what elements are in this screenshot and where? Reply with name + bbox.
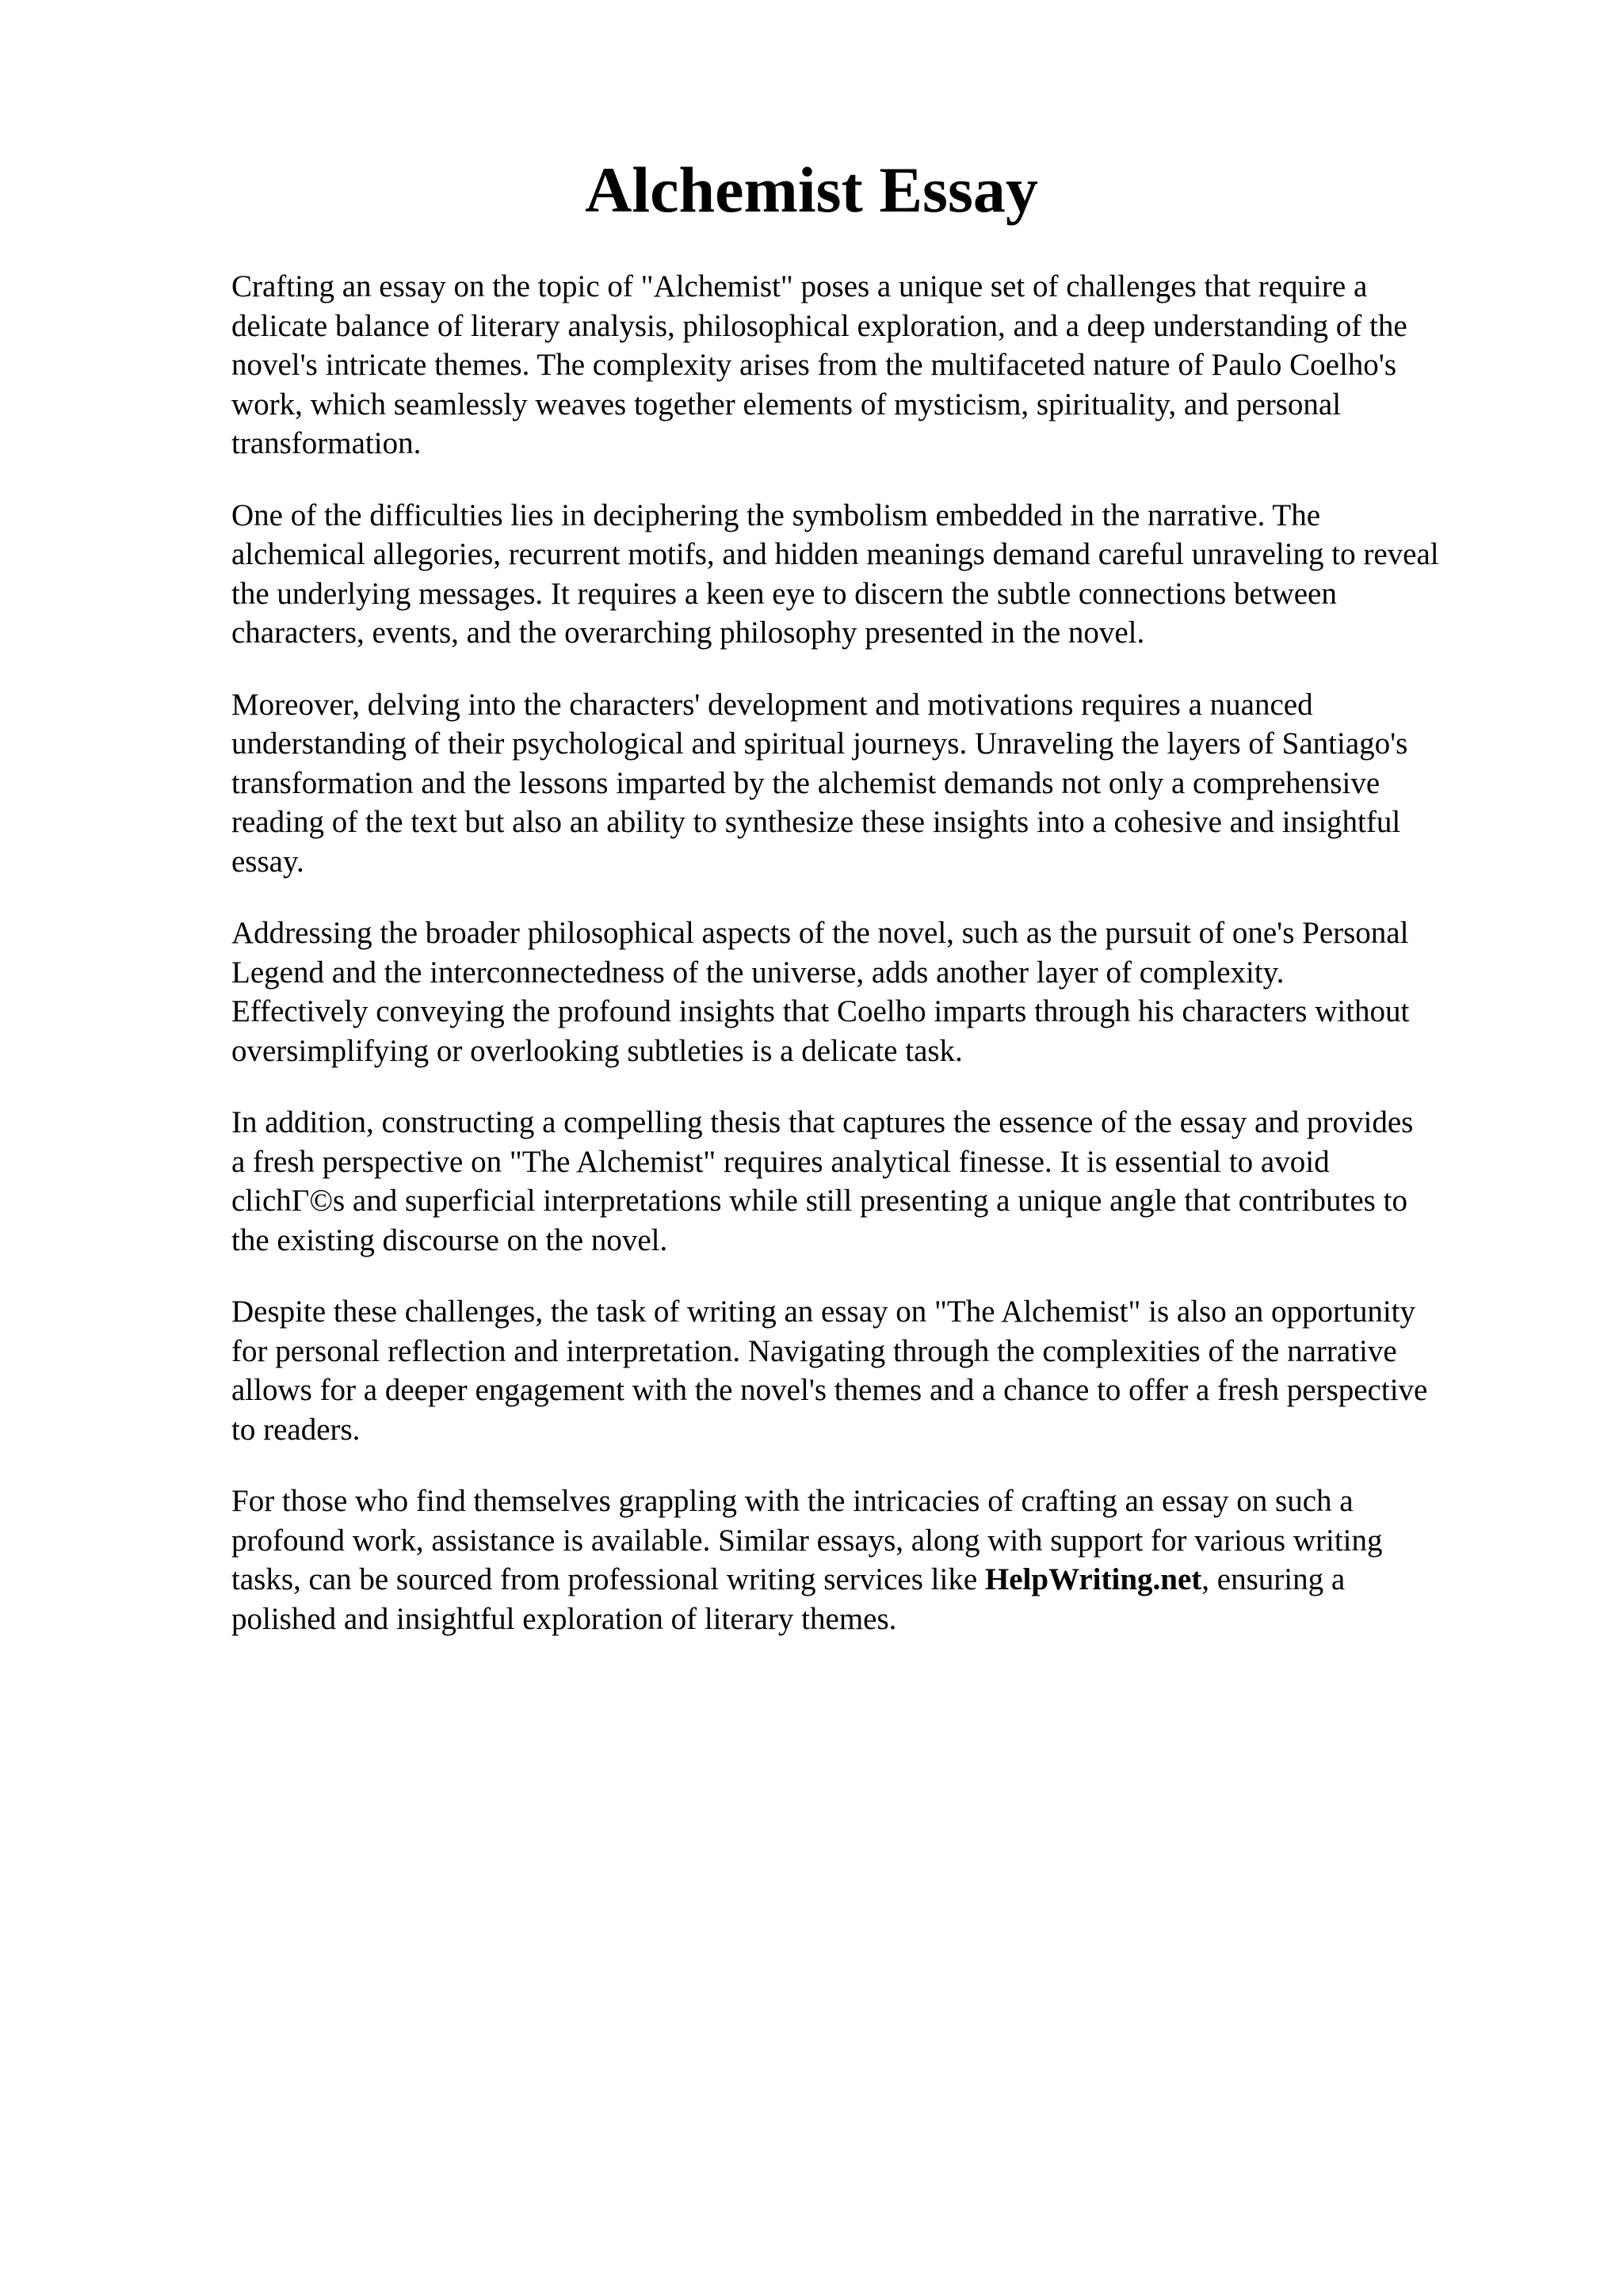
paragraph-line: One of the difficulties lies in deciphering the symbolism embedded in the narrative. The — [231, 498, 1321, 532]
link-trail-text: , ensuring a — [1201, 1562, 1346, 1596]
paragraph-symbolism — [231, 496, 1547, 653]
paragraph-line: Moreover, delving into the characters' development and motivations requires a nuanced — [231, 687, 1313, 722]
paragraph-line: alchemical allegories, recurrent motifs, and hidden meanings demand careful unraveling to reveal — [231, 537, 1439, 571]
paragraph-line: delicate balance of literary analysis, philosophical exploration, and a deep understanding of the — [231, 308, 1407, 343]
paragraph-line: reading of the text but also an ability to synthesize these insights into a cohesive and insightful — [231, 805, 1401, 839]
document-title: Alchemist Essay — [585, 154, 1038, 226]
paragraph-line: for personal reflection and interpretation. Navigating through the complexities of the narrative — [231, 1333, 1397, 1368]
paragraph-line: Addressing the broader philosophical aspects of the novel, such as the pursuit of one's Personal — [231, 916, 1409, 950]
paragraph-line: Effectively conveying the profound insights that Coelho imparts through his characters without — [231, 994, 1410, 1028]
paragraph-line: transformation. — [231, 426, 422, 460]
paragraph-line: to readers. — [231, 1412, 361, 1447]
paragraph-line: the existing discourse on the novel. — [231, 1222, 668, 1257]
paragraph-characters — [231, 685, 1547, 882]
paragraph-opportunity — [231, 1292, 1547, 1449]
paragraph-thesis — [231, 1103, 1547, 1260]
paragraph-line: polished and insightful exploration of literary themes. — [231, 1601, 897, 1636]
paragraph-line: oversimplifying or overlooking subtleties is a delicate task. — [231, 1033, 963, 1068]
helpwriting-link[interactable]: HelpWriting.net — [984, 1562, 1202, 1596]
paragraph-intro — [231, 267, 1547, 463]
paragraph-line: profound work, assistance is available. Similar essays, along with support for various writing — [231, 1523, 1383, 1558]
paragraph-line: Despite these challenges, the task of writing an essay on "The Alchemist" is also an opportunity — [231, 1295, 1416, 1329]
link-lead-text: tasks, can be sourced from professional writing services like — [231, 1562, 985, 1596]
paragraph-line: understanding of their psychological and spiritual journeys. Unraveling the layers of Santiago's — [231, 727, 1408, 761]
paragraph-line-with-link — [231, 1560, 1547, 1600]
paragraph-line: allows for a deeper engagement with the novel's themes and a chance to offer a fresh perspective — [231, 1373, 1428, 1407]
paragraph-line: Crafting an essay on the topic of "Alchemist" poses a unique set of challenges that require a — [231, 269, 1368, 303]
paragraph-philosophy — [231, 913, 1547, 1070]
paragraph-line: the underlying messages. It requires a keen eye to discern the subtle connections between — [231, 576, 1337, 611]
paragraph-line: Legend and the interconnectedness of the universe, adds another layer of complexity. — [231, 955, 1285, 990]
paragraph-line: clichΓ©s and superficial interpretations while still presenting a unique angle that contributes to — [231, 1184, 1407, 1218]
paragraph-line: essay. — [231, 844, 304, 879]
document-body — [231, 267, 1547, 1671]
paragraph-assistance — [231, 1482, 1547, 1638]
paragraph-line: For those who find themselves grappling with the intricacies of crafting an essay on such a — [231, 1484, 1354, 1518]
paragraph-line: a fresh perspective on "The Alchemist" requires analytical finesse. It is essential to avoid — [231, 1144, 1330, 1179]
paragraph-line: work, which seamlessly weaves together elements of mysticism, spirituality, and personal — [231, 387, 1342, 421]
paragraph-line: novel's intricate themes. The complexity arises from the multifaceted nature of Paulo Coelho's — [231, 348, 1397, 382]
paragraph-line: In addition, constructing a compelling thesis that captures the essence of the essay and provides — [231, 1105, 1414, 1139]
paragraph-line: characters, events, and the overarching philosophy presented in the novel. — [231, 616, 1145, 650]
paragraph-line: transformation and the lessons imparted by the alchemist demands not only a comprehensive — [231, 765, 1381, 800]
